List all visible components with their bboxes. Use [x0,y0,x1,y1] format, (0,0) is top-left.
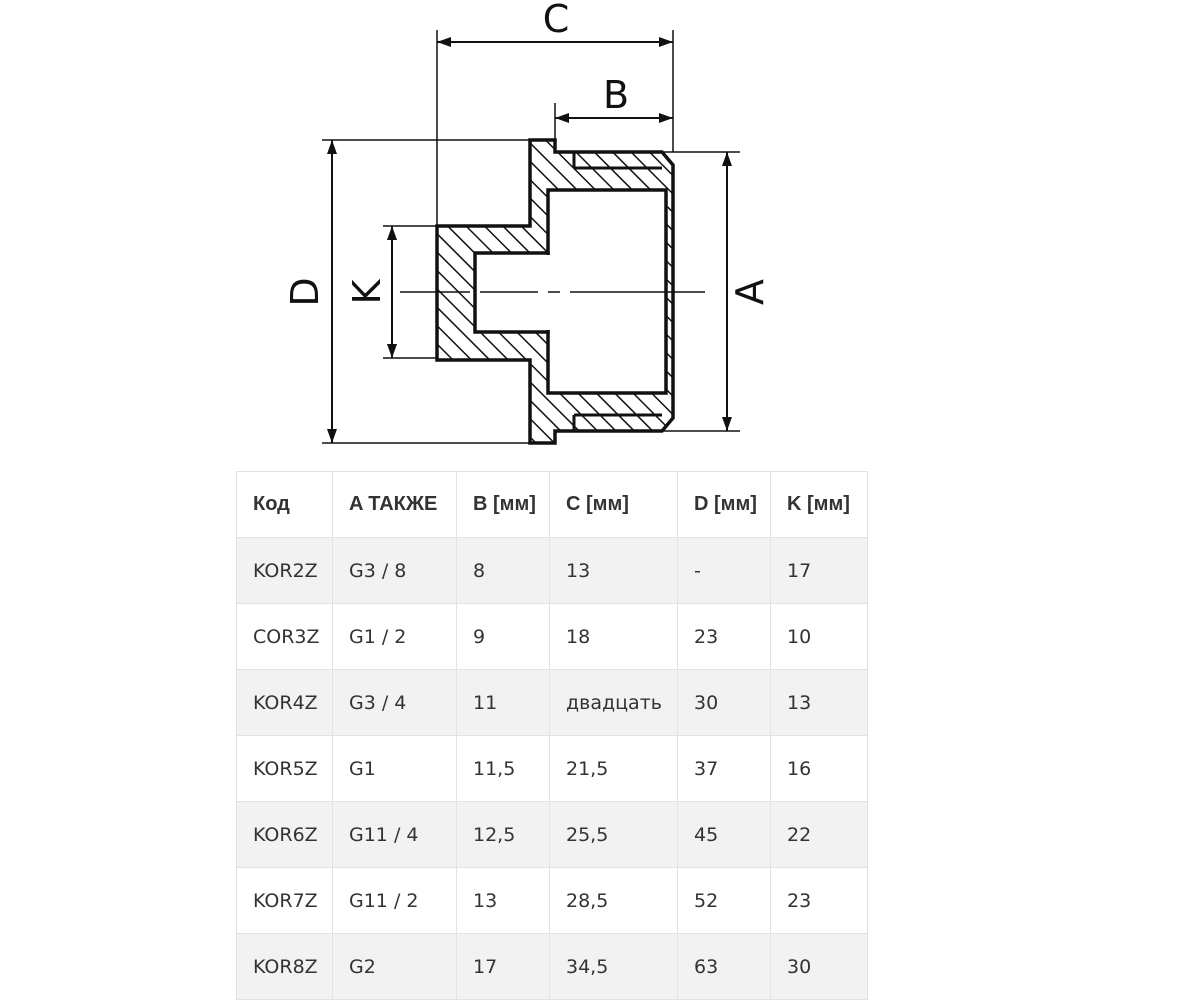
cell-d: 23 [678,604,771,670]
cell-b: 11,5 [457,736,550,802]
cell-a: G2 [333,934,457,1000]
header-a: A ТАКЖЕ [333,472,457,538]
cell-a: G3 / 4 [333,670,457,736]
cell-d: 63 [678,934,771,1000]
header-d: D [мм] [678,472,771,538]
dimension-k-label: K [345,279,389,305]
cell-d: 37 [678,736,771,802]
cell-b: 11 [457,670,550,736]
cell-a: G3 / 8 [333,538,457,604]
cell-code: KOR8Z [237,934,333,1000]
cell-a: G1 [333,736,457,802]
cell-b: 9 [457,604,550,670]
cell-b: 12,5 [457,802,550,868]
cell-b: 13 [457,868,550,934]
table-row [237,802,868,868]
cell-c: 21,5 [550,736,678,802]
cell-code: COR3Z [237,604,333,670]
technical-drawing [0,0,1200,470]
header-b: B [мм] [457,472,550,538]
cell-a: G11 / 2 [333,868,457,934]
cell-d: 45 [678,802,771,868]
header-c: C [мм] [550,472,678,538]
specification-table [236,471,868,1000]
cell-code: KOR5Z [237,736,333,802]
dimension-b-label: B [602,73,630,117]
cell-c: 18 [550,604,678,670]
table-header-row [237,472,868,538]
header-code: Код [237,472,333,538]
table-row [237,670,868,736]
cell-b: 8 [457,538,550,604]
cell-code: KOR6Z [237,802,333,868]
cell-d: 52 [678,868,771,934]
cell-k: 22 [771,802,868,868]
cell-code: KOR4Z [237,670,333,736]
cell-c: 13 [550,538,678,604]
cell-code: KOR2Z [237,538,333,604]
cell-b: 17 [457,934,550,1000]
dimension-c-label: C [542,0,570,41]
cell-d: 30 [678,670,771,736]
header-k: K [мм] [771,472,868,538]
cell-k: 16 [771,736,868,802]
cell-k: 10 [771,604,868,670]
cell-c: двадцать [550,670,678,736]
cell-k: 30 [771,934,868,1000]
cell-a: G11 / 4 [333,802,457,868]
cell-code: KOR7Z [237,868,333,934]
cell-c: 25,5 [550,802,678,868]
cell-k: 17 [771,538,868,604]
cell-k: 13 [771,670,868,736]
table-row [237,934,868,1000]
cell-d: - [678,538,771,604]
cell-c: 34,5 [550,934,678,1000]
table-row [237,736,868,802]
table-row [237,868,868,934]
dimension-a-label: A [728,279,772,305]
cell-c: 28,5 [550,868,678,934]
table-row [237,538,868,604]
cell-k: 23 [771,868,868,934]
table-row [237,604,868,670]
dimension-d-label: D [283,277,327,307]
cell-a: G1 / 2 [333,604,457,670]
